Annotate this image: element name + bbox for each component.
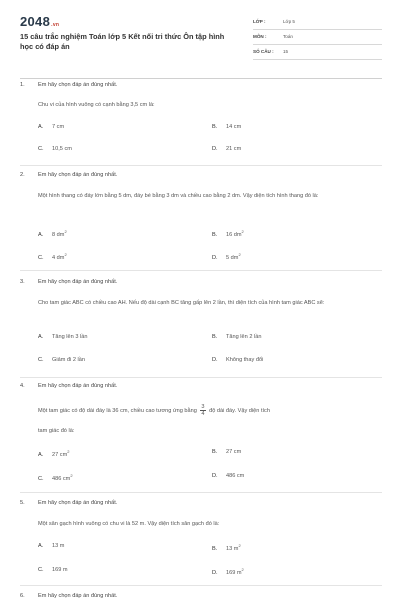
question-3: [20, 279, 380, 374]
option-d[interactable]: D. 5 $dm^2$: [212, 252, 241, 261]
option-b[interactable]: B. 27 cm: [212, 449, 242, 455]
question-number: 2.: [20, 172, 25, 178]
fraction: $\frac{3}{4}$: [201, 404, 205, 417]
worksheet-header: [20, 14, 382, 74]
option-b[interactable]: B. 14 cm: [212, 124, 242, 130]
question-6: [20, 593, 380, 600]
question-text-continued: tam giác đó là:: [38, 428, 75, 434]
question-prompt: Em hãy chọn đáp án đúng nhất.: [38, 172, 118, 178]
meta-value: 15: [283, 49, 289, 54]
option-c[interactable]: C. 486 $cm^2$: [38, 473, 73, 482]
question-number: 4.: [20, 383, 25, 389]
worksheet-title: 15 câu trắc nghiệm Toán lớp 5 Kết nối tri thức Ôn tập hình học có đáp án: [20, 32, 225, 51]
meta-key: SỐ CÂU :: [253, 49, 274, 54]
option-b[interactable]: B. Tăng lên 2 lần: [212, 334, 262, 340]
meta-key: LỚP :: [253, 19, 266, 24]
option-c[interactable]: C. Giảm đi 2 lần: [38, 357, 85, 363]
option-a[interactable]: A. 13 m: [38, 543, 65, 549]
meta-value: Lớp 5: [283, 19, 295, 24]
meta-row-grade: [253, 16, 382, 30]
question-divider: [20, 492, 382, 493]
option-a[interactable]: A. 7 cm: [38, 124, 65, 130]
question-2: [20, 172, 380, 267]
option-a[interactable]: A. 8 $dm^2$: [38, 229, 67, 238]
meta-value: Toán: [283, 34, 293, 39]
option-c[interactable]: C. 169 m: [38, 567, 68, 573]
question-number: 1.: [20, 82, 25, 88]
question-text: Cho tam giác ABC có chiều cao AH. Nếu độ dài cạnh BC tăng gấp lên 2 lần, thì diện tích của hình tam giác ABC sẽ:: [38, 300, 325, 306]
question-4: [20, 383, 380, 488]
meta-key: MÔN :: [253, 34, 267, 39]
question-divider: [20, 585, 382, 586]
question-text: Một tam giác có độ dài đáy là 36 cm, chiều cao tương ứng bằng $\frac{3}{4}$ độ dài đáy. Vậy diện tích: [38, 404, 270, 417]
meta-row-count: [253, 46, 382, 60]
site-logo[interactable]: 2048.vn: [20, 14, 60, 29]
option-d[interactable]: D. 21 cm: [212, 146, 242, 152]
question-divider: [20, 377, 382, 378]
header-divider: [20, 78, 382, 79]
option-c[interactable]: C. 4 $dm^2$: [38, 252, 67, 261]
worksheet-meta: [253, 16, 382, 61]
option-c[interactable]: C. 10,5 cm: [38, 146, 72, 152]
option-d[interactable]: D. 169 $m^2$: [212, 567, 244, 576]
option-d[interactable]: D. 486 cm: [212, 473, 245, 479]
option-d[interactable]: D. Không thay đổi: [212, 357, 264, 363]
question-number: 3.: [20, 279, 25, 285]
question-number: 6.: [20, 593, 25, 599]
question-prompt: Em hãy chọn đáp án đúng nhất.: [38, 500, 118, 506]
question-prompt: Em hãy chọn đáp án đúng nhất.: [38, 383, 118, 389]
question-divider: [20, 270, 382, 271]
meta-row-subject: [253, 31, 382, 45]
question-prompt: Em hãy chọn đáp án đúng nhất.: [38, 82, 118, 88]
question-text: Một sân gạch hình vuông có chu vi là 52 m. Vậy diện tích sân gạch đó là:: [38, 521, 220, 527]
question-text: Một hình thang có đáy lớn bằng 5 dm, đáy bé bằng 3 dm và chiều cao bằng 2 dm. Vậy diện tích hình thang đó là:: [38, 193, 319, 199]
option-b[interactable]: B. 16 $dm^2$: [212, 229, 244, 238]
question-1: [20, 82, 380, 162]
question-prompt: Em hãy chọn đáp án đúng nhất.: [38, 593, 118, 599]
option-a[interactable]: A. 27 $cm^2$: [38, 449, 70, 458]
option-a[interactable]: A. Tăng lên 3 lần: [38, 334, 88, 340]
question-text: Chu vi của hình vuông có cạnh bằng 3,5 cm là:: [38, 102, 155, 108]
option-b[interactable]: B. 13 $m^2$: [212, 543, 241, 552]
question-number: 5.: [20, 500, 25, 506]
question-prompt: Em hãy chọn đáp án đúng nhất.: [38, 279, 118, 285]
question-5: [20, 500, 380, 585]
question-divider: [20, 165, 382, 166]
